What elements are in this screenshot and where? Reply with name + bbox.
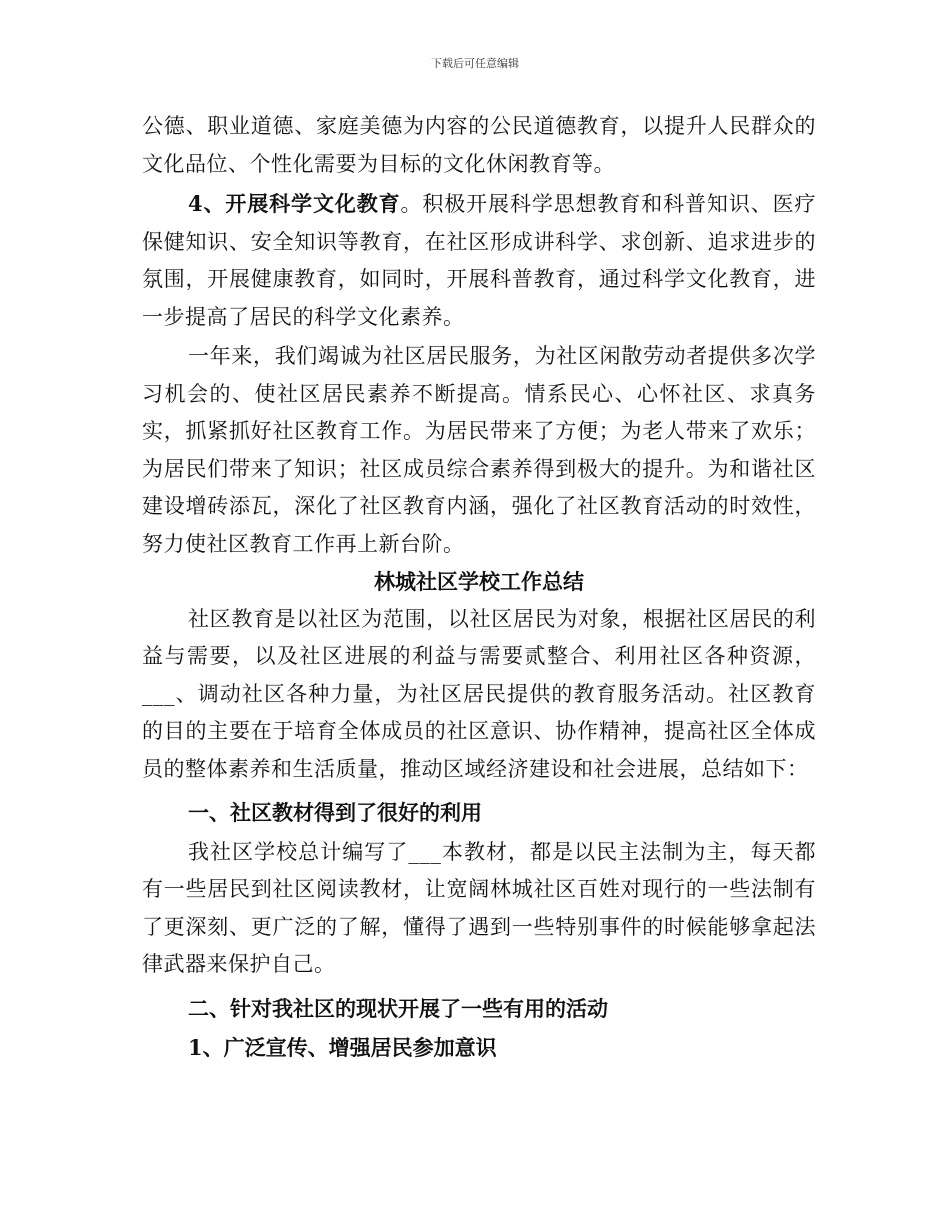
paragraph-science-heading: 4、开展科学文化教育: [188, 191, 401, 216]
paragraph-science-education: [142, 185, 816, 336]
paragraph-textbooks: 我社区学校总计编写了___本教材，都是以民主法制为主，每天都有一些居民到社区阅读教材，让宽阔林城社区百姓对现行的一些法制有了更深刻、更广泛的了解，懂得了遇到一些特别事件的时候能够拿起法律武器来保护自己。: [142, 839, 816, 976]
heading-activities: 二、针对我社区的现状开展了一些有用的活动: [188, 995, 608, 1021]
section-title: 林城社区学校工作总结: [374, 569, 584, 594]
paragraph-moral-education: 公德、职业道德、家庭美德为内容的公民道德教育，以提升人民群众的文化品位、个性化需要为目标的文化休闲教育等。: [142, 114, 816, 176]
paragraph-community-education: 社区教育是以社区为范围，以社区居民为对象，根据社区居民的利益与需要，以及社区进展的利益与需要贰整合、利用社区各种资源，___、调动社区各种力量，为社区居民提供的教育服务活动。社区教育的目的主要在于培育全体成员的社区意识、协作精神，提高社区全体成员的整体素养和生活质量，推动区域经济建设和社会进展，总结如下：: [142, 606, 816, 781]
heading-publicity: 1、广泛宣传、增强居民参加意识: [188, 1035, 497, 1060]
document-body: [142, 108, 816, 1067]
page-header-note: 下载后可任意编辑: [431, 57, 519, 70]
heading-textbooks: 一、社区教材得到了很好的利用: [188, 800, 482, 825]
paragraph-science-text: 。积极开展科学思想教育和科普知识、医疗保健知识、安全知识等教育，在社区形成讲科学、求创新、追求进步的氛围，开展健康教育，如同时，开展科普教育，通过科学文化教育，进一步提高了居民的科学文化素养。: [142, 192, 816, 329]
paragraph-year-summary: 一年来，我们竭诚为社区居民服务，为社区闲散劳动者提供多次学习机会的、使社区居民素养不断提高。情系民心、心怀社区、求真务实，抓紧抓好社区教育工作。为居民带来了方便；为老人带来了欢乐；为居民们带来了知识；社区成员综合素养得到极大的提升。为和谐社区建设增砖添瓦，深化了社区教育内涵，强化了社区教育活动的时效性，努力使社区教育工作再上新台阶。: [142, 344, 816, 556]
